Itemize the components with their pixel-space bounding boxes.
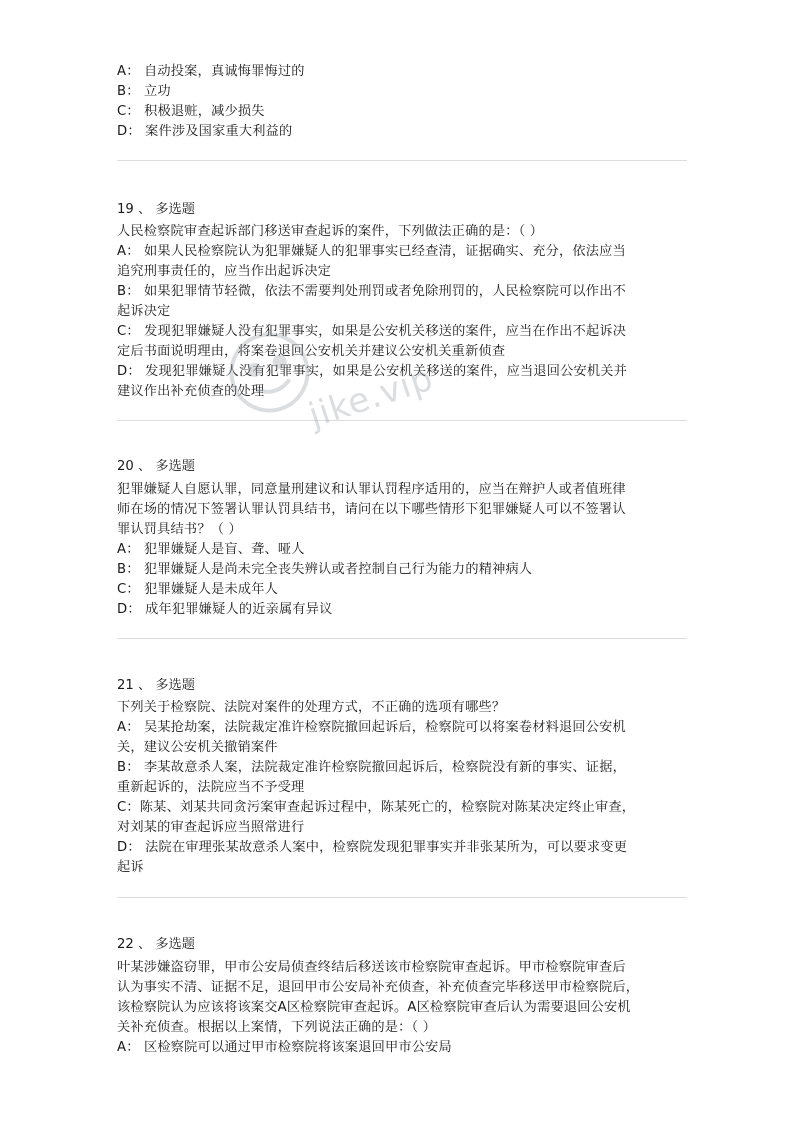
q21-option-c-cont: 对刘某的审查起诉应当照常进行 — [117, 820, 305, 835]
divider — [117, 638, 687, 639]
q20-option-b: B： 犯罪嫌疑人是尚未完全丧失辨认或者控制自己行为能力的精神病人 — [117, 562, 533, 577]
q22-stem-line1: 叶某涉嫌盗窃罪，甲市公安局侦查终结后移送该市检察院审查起诉。甲市检察院审查后 — [117, 960, 626, 975]
q21-stem: 下列关于检察院、法院对案件的处理方式，不正确的选项有哪些？ — [117, 700, 506, 715]
q20-stem-line1: 犯罪嫌疑人自愿认罪，同意量刑建议和认罪认罚程序适用的，应当在辩护人或者值班律 — [117, 482, 626, 497]
q19-option-a-cont: 追究刑事责任的，应当作出起诉决定 — [117, 264, 332, 279]
q21-option-d: D： 法院在审理张某故意杀人案中，检察院发现犯罪事实并非张某所为，可以要求变更 — [117, 840, 628, 855]
q19-header: 19 、 多选题 — [117, 202, 195, 217]
q19-option-c-cont: 定后书面说明理由，将案卷退回公安机关并建议公安机关重新侦查 — [117, 344, 506, 359]
divider — [117, 897, 687, 898]
q18-option-a: A： 自动投案，真诚悔罪悔过的 — [117, 64, 305, 79]
q18-option-d: D： 案件涉及国家重大利益的 — [117, 124, 293, 139]
q19-option-a: A： 如果人民检察院认为犯罪嫌疑人的犯罪事实已经查清，证据确实、充分，依法应当 — [117, 244, 626, 259]
q21-option-a: A： 吴某抢劫案，法院裁定准许检察院撤回起诉后，检察院可以将案卷材料退回公安机 — [117, 720, 626, 735]
q19-option-c: C： 发现犯罪嫌疑人没有犯罪事实，如果是公安机关移送的案件，应当在作出不起诉决 — [117, 324, 627, 339]
q20-option-c: C： 犯罪嫌疑人是未成年人 — [117, 582, 279, 597]
q21-option-d-cont: 起诉 — [117, 860, 144, 875]
q19-option-d-cont: 建议作出补充侦查的处理 — [117, 384, 265, 399]
q22-header: 22 、 多选题 — [117, 937, 195, 952]
q20-option-d: D： 成年犯罪嫌疑人的近亲属有异议 — [117, 602, 333, 617]
q19-stem: 人民检察院审查起诉部门移送审查起诉的案件，下列做法正确的是：（ ） — [117, 224, 544, 239]
q22-stem-line2: 认为事实不清、证据不足，退回甲市公安局补充侦查，补充侦查完毕移送甲市检察院后， — [117, 980, 640, 995]
q21-option-b: B： 李某故意杀人案，法院裁定准许检察院撤回起诉后，检察院没有新的事实、证据， — [117, 760, 626, 775]
q21-option-a-cont: 关，建议公安机关撤销案件 — [117, 740, 278, 755]
q22-stem-line3: 该检察院认为应该将该案交A区检察院审查起诉。A区检察院审查后认为需要退回公安机 — [117, 1000, 631, 1015]
q18-option-b: B： 立功 — [117, 84, 171, 99]
q22-option-a: A： 区检察院可以通过甲市检察院将该案退回甲市公安局 — [117, 1040, 452, 1055]
q20-stem-line2: 师在场的情况下签署认罪认罚具结书，请问在以下哪些情形下犯罪嫌疑人可以不签署认 — [117, 502, 626, 517]
watermark-text: jike.vip — [304, 358, 439, 437]
q20-option-a: A： 犯罪嫌疑人是盲、聋、哑人 — [117, 542, 305, 557]
divider — [117, 420, 687, 421]
q21-option-b-cont: 重新起诉的，法院应当不予受理 — [117, 780, 305, 795]
q18-option-c: C： 积极退赃，减少损失 — [117, 104, 265, 119]
q19-option-b: B： 如果犯罪情节轻微，依法不需要判处刑罚或者免除刑罚的，人民检察院可以作出不 — [117, 284, 626, 299]
q19-option-b-cont: 起诉决定 — [117, 304, 171, 319]
q20-header: 20 、 多选题 — [117, 459, 195, 474]
divider — [117, 160, 687, 161]
q21-option-c: C：陈某、刘某共同贪污案审查起诉过程中，陈某死亡的，检察院对陈某决定终止审查， — [117, 800, 636, 815]
q19-option-d: D： 发现犯罪嫌疑人没有犯罪事实，如果是公安机关移送的案件，应当退回公安机关并 — [117, 364, 628, 379]
q20-stem-line3: 罪认罚具结书？（ ） — [117, 522, 242, 537]
q21-header: 21 、 多选题 — [117, 678, 195, 693]
q22-stem-line4: 关补充侦查。根据以上案情，下列说法正确的是：（ ） — [117, 1020, 437, 1035]
